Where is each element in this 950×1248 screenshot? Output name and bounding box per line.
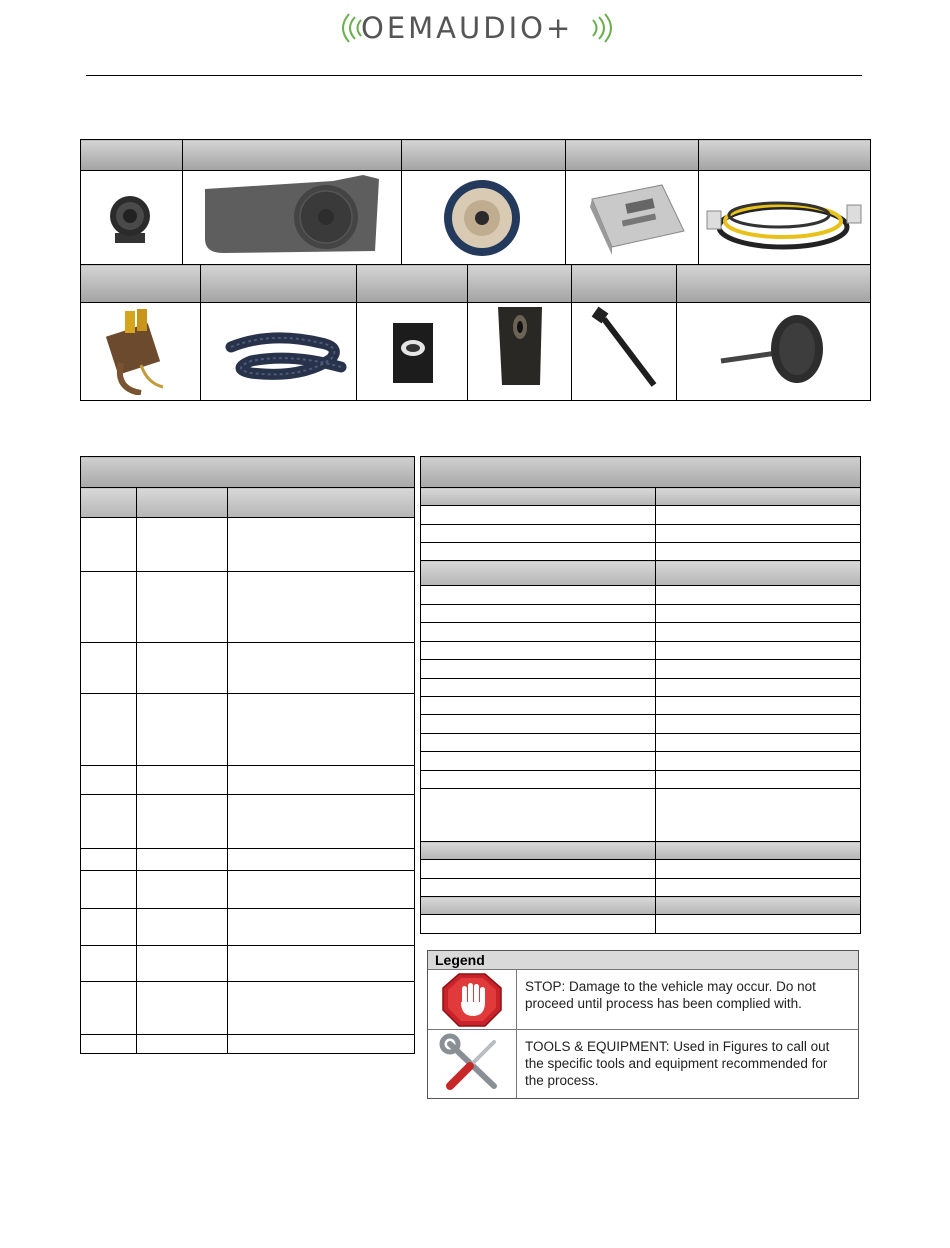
table-title-cell <box>421 457 861 488</box>
part-image-cell <box>699 171 871 267</box>
part-header-cell <box>183 140 402 171</box>
table-row <box>81 871 415 909</box>
table-row <box>421 771 861 789</box>
tools-equipment-icon <box>428 1030 516 1098</box>
table-row <box>421 734 861 752</box>
parts-table-row2 <box>80 264 871 401</box>
table-row <box>421 623 861 642</box>
table-row <box>421 605 861 623</box>
part-image-cell <box>468 303 572 401</box>
legend-title: Legend <box>428 951 858 970</box>
stop-hand-icon <box>428 970 516 1029</box>
table-row <box>421 586 861 605</box>
legend-text: STOP: Damage to the vehicle may occur. Do not proceed until process has been complied with. <box>525 979 816 1011</box>
legend-item-tools <box>428 1030 858 1098</box>
table-row <box>81 946 415 982</box>
table-row <box>421 715 861 734</box>
logo-wordmark: OEMAUDIO+ <box>361 11 574 45</box>
table-row <box>81 909 415 946</box>
table-row <box>421 697 861 715</box>
table-row <box>81 795 415 849</box>
legend-icon-cell <box>428 970 517 1029</box>
part-image-cell <box>402 171 566 267</box>
table-row <box>81 766 415 795</box>
section-header-cell <box>421 842 656 860</box>
table-row <box>421 789 861 842</box>
wiring-harness-icon <box>699 171 870 261</box>
tweeter-speaker-icon <box>81 171 181 261</box>
table-row <box>421 860 861 879</box>
table-row <box>81 518 415 572</box>
corrugated-loom-icon <box>201 303 356 395</box>
table-row <box>81 982 415 1035</box>
section-header-cell <box>421 897 656 915</box>
midrange-speaker-icon <box>402 171 565 261</box>
section-header-cell <box>656 488 861 506</box>
table-row <box>421 752 861 771</box>
part-image-cell <box>201 303 357 401</box>
table-row <box>421 506 861 525</box>
long-bolt-icon <box>572 303 676 395</box>
part-header-cell <box>468 265 572 303</box>
parts-table-row1 <box>80 139 871 267</box>
part-header-cell <box>201 265 357 303</box>
legend-icon-cell <box>428 1030 517 1098</box>
table-row <box>81 1035 415 1054</box>
table-row <box>81 849 415 871</box>
table-row <box>421 642 861 660</box>
connector-adapter-icon <box>81 303 199 395</box>
part-image-cell <box>566 171 699 267</box>
part-header-cell <box>572 265 677 303</box>
part-header-cell <box>566 140 699 171</box>
subwoofer-enclosure-icon <box>183 171 401 261</box>
part-image-cell <box>81 171 183 267</box>
part-header-cell <box>357 265 468 303</box>
section-header-cell <box>656 897 861 915</box>
legend-text: TOOLS & EQUIPMENT: Used in Figures to call out the specific tools and equipment recommended for the process. <box>525 1039 830 1088</box>
section-header-cell <box>656 842 861 860</box>
column-header-cell <box>137 488 228 518</box>
header-divider <box>86 75 862 76</box>
legend-box <box>427 950 859 1099</box>
part-header-cell <box>402 140 566 171</box>
section-header-cell <box>421 561 656 586</box>
table-row <box>81 694 415 766</box>
amplifier-module-icon <box>566 171 698 261</box>
right-spec-table <box>420 456 861 934</box>
part-header-cell <box>81 265 201 303</box>
section-header-cell <box>421 488 656 506</box>
part-image-cell <box>572 303 677 401</box>
part-header-cell <box>677 265 871 303</box>
column-header-cell <box>228 488 415 518</box>
left-checklist-table <box>80 456 415 1054</box>
table-row <box>421 915 861 934</box>
table-row <box>421 660 861 679</box>
legend-item-stop <box>428 970 858 1030</box>
section-header-cell <box>656 561 861 586</box>
table-row <box>421 525 861 543</box>
part-header-cell <box>81 140 183 171</box>
table-row <box>421 679 861 697</box>
mounting-knob-icon <box>677 303 870 395</box>
part-header-cell <box>699 140 871 171</box>
table-row <box>81 643 415 694</box>
table-title-cell <box>81 457 415 488</box>
part-image-cell <box>183 171 402 267</box>
part-image-cell <box>81 303 201 401</box>
table-row <box>81 572 415 643</box>
u-nut-long-icon <box>468 303 571 395</box>
part-image-cell <box>677 303 871 401</box>
table-row <box>421 879 861 897</box>
table-row <box>421 543 861 561</box>
part-image-cell <box>357 303 468 401</box>
oem-audio-logo <box>335 10 620 46</box>
u-nut-square-icon <box>357 303 467 395</box>
column-header-cell <box>81 488 137 518</box>
